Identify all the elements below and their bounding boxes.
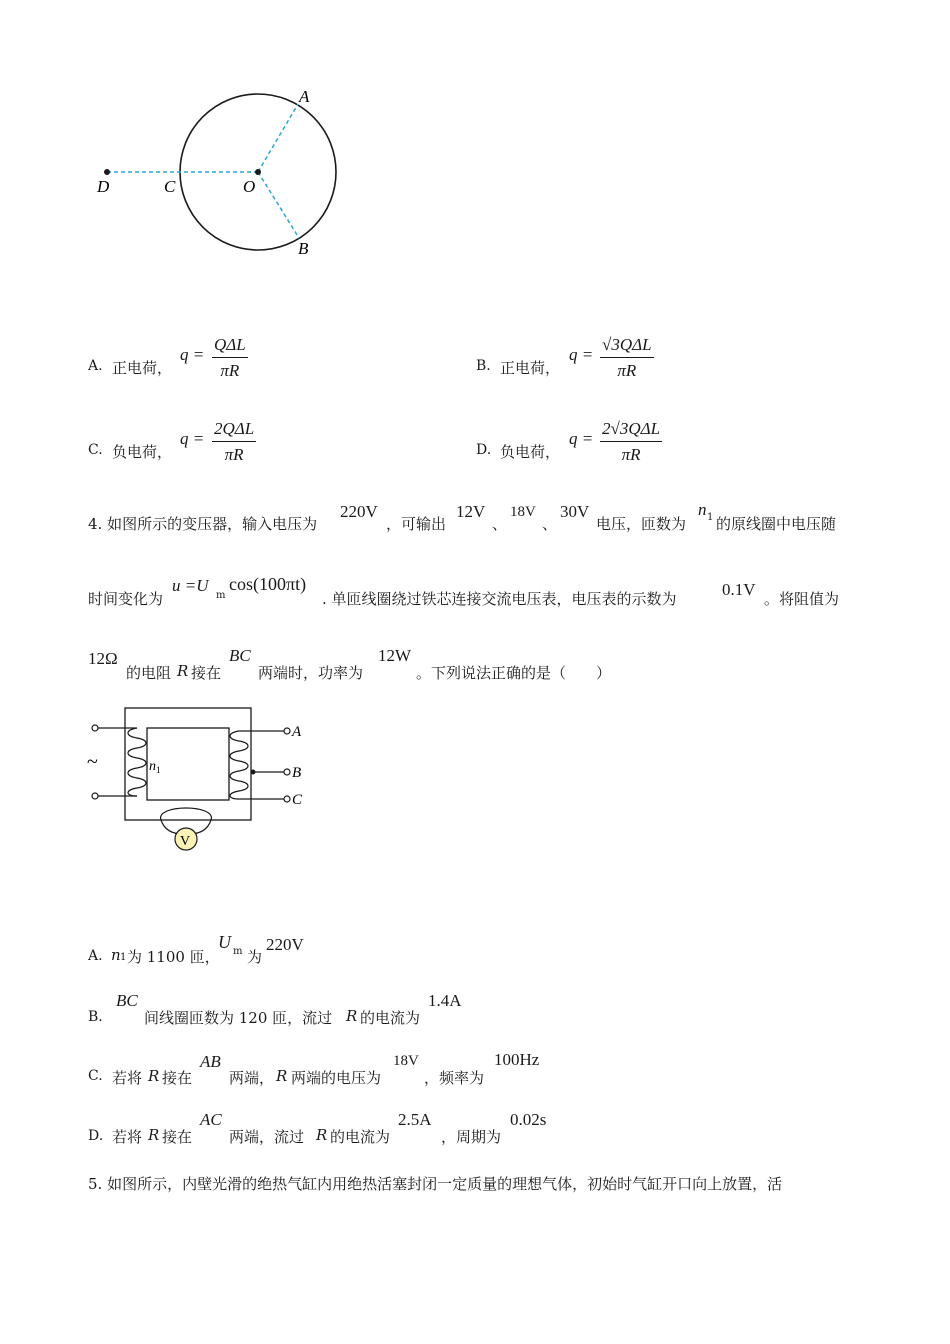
terminal-c-label: C: [292, 792, 303, 808]
circle-figure: [85, 80, 365, 270]
option-text: 正电荷，: [112, 359, 173, 377]
variable: R: [148, 1067, 160, 1085]
variable: n: [111, 946, 121, 964]
point-o: [255, 169, 261, 175]
option-letter: C.: [88, 1068, 103, 1084]
option-letter: C.: [88, 442, 103, 458]
subscript: 1: [707, 512, 714, 523]
option-letter: B.: [476, 358, 491, 374]
formula: cos(100πt): [229, 574, 307, 594]
value: 18V: [393, 1053, 419, 1069]
value: 12Ω: [88, 649, 118, 668]
text: 若将: [112, 1069, 143, 1087]
label-o: O: [243, 177, 256, 196]
voltmeter-label: V: [180, 834, 191, 849]
value: 2.5A: [398, 1110, 432, 1129]
option-letter: A.: [88, 948, 103, 964]
value: 12W: [378, 646, 412, 665]
transformer-figure: [85, 700, 315, 860]
option-lhs: q =: [180, 429, 205, 448]
subscript: 1: [120, 952, 127, 963]
text: 两端，: [229, 1069, 275, 1087]
secondary-coil: [230, 731, 285, 799]
terminal-c: [284, 796, 290, 802]
text: . 单匝线圈绕过铁芯连接交流电压表，电压表的示数为: [322, 590, 677, 608]
variable: BC: [229, 646, 251, 665]
text: 。下列说法正确的是（ ）: [416, 664, 612, 682]
option-letter: D.: [476, 442, 492, 458]
text: 若将: [112, 1128, 143, 1146]
fraction-numerator: 2QΔL: [212, 417, 256, 442]
text: ，可输出: [386, 515, 447, 533]
text: 两端时，功率为: [258, 664, 364, 682]
text: 接在: [162, 1128, 193, 1146]
value: 220V: [340, 502, 378, 521]
value: 18V: [510, 504, 536, 520]
iron-core-inner: [147, 728, 229, 800]
q5-stem: 5. 如图所示，内壁光滑的绝热气缸内用绝热活塞封闭一定质量的理想气体，初始时气缸开口向上放置，活: [88, 1175, 783, 1193]
option-letter: A.: [88, 358, 103, 374]
fraction-numerator: QΔL: [212, 333, 248, 358]
tap-dot: [251, 770, 256, 775]
input-terminal-top: [92, 725, 98, 731]
text: 间线圈匝数为 120 匝，流过: [144, 1009, 333, 1027]
variable: BC: [116, 991, 138, 1010]
subscript: m: [233, 946, 243, 957]
option-letter: B.: [88, 1009, 103, 1025]
value: 1.4A: [428, 991, 462, 1010]
variable: AC: [200, 1110, 222, 1129]
variable: R: [346, 1007, 358, 1025]
variable: R: [148, 1126, 160, 1144]
iron-core-outer: [125, 708, 251, 820]
text: 的电流为: [330, 1128, 391, 1146]
input-terminal-bottom: [92, 793, 98, 799]
text: 4. 如图所示的变压器，输入电压为: [88, 515, 318, 533]
dashed-line-oa: [258, 104, 298, 172]
dashed-line-ob: [258, 172, 299, 238]
text: 的电阻: [126, 664, 172, 682]
label-c: C: [164, 177, 176, 196]
fraction-numerator: √3QΔL: [600, 333, 654, 358]
fraction: [600, 417, 662, 468]
point-d: [104, 169, 110, 175]
value: 0.02s: [510, 1110, 547, 1129]
text: 的电流为: [360, 1009, 421, 1027]
text: 、: [542, 515, 558, 533]
value: 30V: [560, 502, 590, 521]
fraction-denominator: πR: [617, 361, 637, 380]
text: 为 1100 匝，: [127, 948, 220, 966]
text: 接在: [162, 1069, 193, 1087]
text: 接在: [191, 664, 222, 682]
variable: n: [698, 500, 707, 519]
fraction-numerator: 2√3QΔL: [600, 417, 662, 442]
ac-source-symbol: ~: [87, 751, 98, 773]
fraction-denominator: πR: [220, 361, 240, 380]
value: 220V: [266, 935, 304, 954]
value: 12V: [456, 502, 486, 521]
text: ，周期为: [441, 1128, 502, 1146]
fraction-denominator: πR: [621, 445, 641, 464]
text: 。将阻值为: [764, 590, 840, 608]
option-letter: D.: [88, 1128, 104, 1144]
primary-coil: [97, 728, 146, 796]
option-text: 正电荷，: [500, 359, 561, 377]
label-a: A: [299, 87, 310, 106]
value: 100Hz: [494, 1050, 540, 1069]
option-lhs: q =: [569, 345, 594, 364]
fraction: [212, 333, 248, 384]
terminal-a: [284, 728, 290, 734]
value: 0.1V: [722, 580, 756, 599]
n1-label: $n_1$: [149, 759, 161, 775]
option-lhs: q =: [569, 429, 594, 448]
terminal-a-label: A: [292, 724, 302, 740]
fraction: [212, 417, 256, 468]
text: ，频率为: [424, 1069, 485, 1087]
text: 为: [247, 948, 263, 966]
text: 时间变化为: [88, 590, 164, 608]
text: 、: [492, 515, 508, 533]
label-b: B: [298, 239, 309, 258]
text: 两端的电压为: [291, 1069, 382, 1087]
terminal-b-label: B: [292, 765, 302, 781]
label-d: D: [97, 177, 110, 196]
fraction: [600, 333, 654, 384]
option-lhs: q =: [180, 345, 205, 364]
formula: u =U: [172, 576, 209, 595]
variable: R: [316, 1126, 328, 1144]
option-text: 负电荷，: [112, 443, 173, 461]
terminal-b: [284, 769, 290, 775]
subscript: m: [216, 590, 226, 601]
variable: R: [276, 1067, 288, 1085]
text: 的原线圈中电压随: [716, 515, 837, 533]
fraction-denominator: πR: [224, 445, 244, 464]
option-text: 负电荷，: [500, 443, 561, 461]
variable: U: [218, 932, 231, 952]
text: 两端，流过: [229, 1128, 305, 1146]
text: 电压，匝数为: [596, 515, 687, 533]
variable: R: [177, 662, 189, 680]
variable: AB: [200, 1052, 221, 1071]
